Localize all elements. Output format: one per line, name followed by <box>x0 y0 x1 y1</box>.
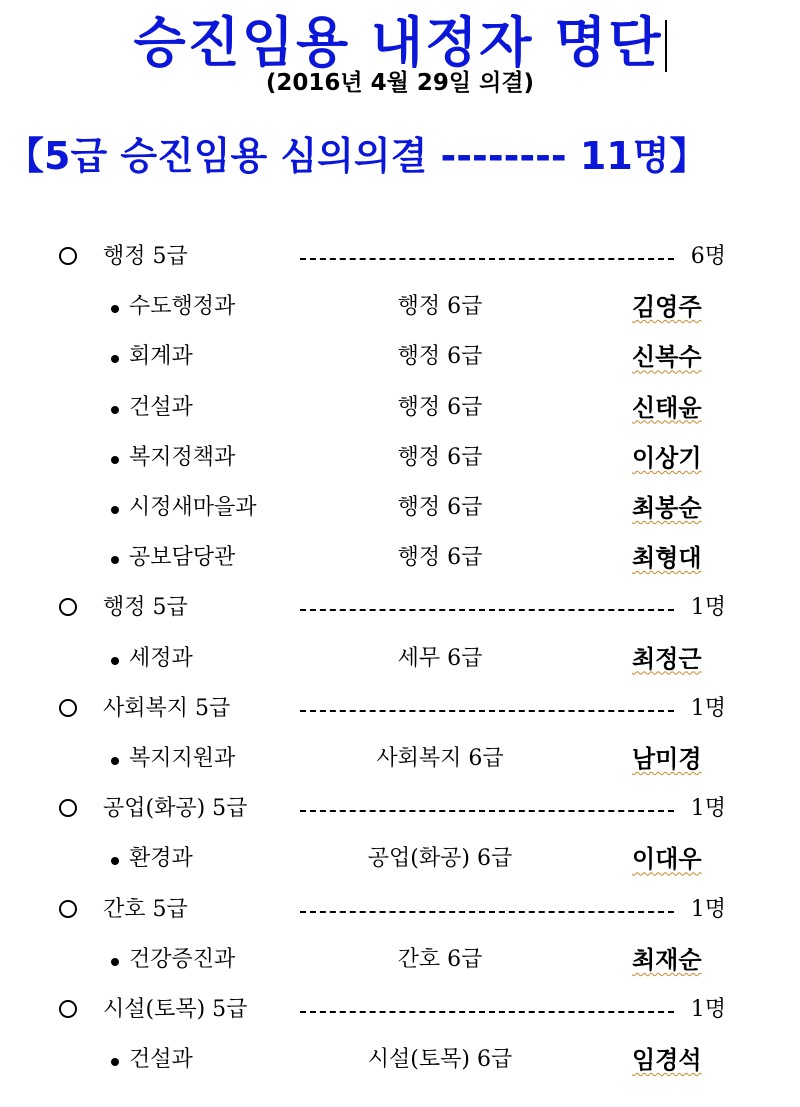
department: 세정과 <box>129 645 193 671</box>
category-count: 1명 <box>690 595 726 621</box>
dot-bullet-icon <box>111 657 119 665</box>
entry-row <box>0 1035 800 1085</box>
dashed-leader-line <box>300 710 674 712</box>
dashed-leader-line <box>300 911 674 913</box>
department: 회계과 <box>129 344 193 370</box>
current-grade: 행정 6급 <box>397 495 483 520</box>
category-count: 1명 <box>690 796 726 822</box>
circle-bullet-icon <box>59 900 77 918</box>
department: 복지정책과 <box>129 444 236 470</box>
category-row <box>0 784 800 834</box>
entry-row <box>0 332 800 382</box>
dot-bullet-icon <box>111 355 119 363</box>
department: 공보담당관 <box>129 545 236 571</box>
circle-bullet-icon <box>59 799 77 817</box>
person-name: 신태윤 <box>632 393 702 422</box>
current-grade: 행정 6급 <box>397 294 483 320</box>
current-grade: 행정 6급 <box>397 394 483 420</box>
current-grade: 세무 6급 <box>397 645 483 671</box>
current-grade: 시설(토목) 6급 <box>367 1047 513 1073</box>
dot-bullet-icon <box>111 757 119 765</box>
dot-bullet-icon <box>111 556 119 564</box>
dot-bullet-icon <box>111 857 119 865</box>
dot-bullet-icon <box>111 958 119 966</box>
circle-bullet-icon <box>59 247 77 265</box>
category-count: 6명 <box>690 244 726 269</box>
entry-row <box>0 433 800 483</box>
department: 수도행정과 <box>129 294 236 320</box>
category-row <box>0 583 800 633</box>
person-name: 남미경 <box>632 745 702 773</box>
category-row <box>0 985 800 1035</box>
dot-bullet-icon <box>111 305 119 313</box>
category-count: 1명 <box>690 997 726 1022</box>
section-heading: 【5급 승진임용 심의의결 -------- 11명】 <box>6 134 708 178</box>
current-grade: 행정 6급 <box>397 344 483 370</box>
category-count: 1명 <box>690 695 726 721</box>
person-name: 최재순 <box>632 945 702 974</box>
person-name: 최형대 <box>632 544 702 573</box>
page-subtitle: (2016년 4월 29일 의결) <box>265 70 535 96</box>
dot-bullet-icon <box>111 506 119 514</box>
person-name: 이대우 <box>632 845 702 874</box>
category-label: 간호 5급 <box>103 896 188 922</box>
text-cursor <box>665 20 667 72</box>
circle-bullet-icon <box>59 598 77 616</box>
category-row <box>0 684 800 734</box>
category-label: 공업(화공) 5급 <box>103 796 248 822</box>
person-name: 최봉순 <box>632 494 702 522</box>
page-title-text: 승진임용 내정자 명단 <box>133 11 663 74</box>
circle-bullet-icon <box>59 699 77 717</box>
department: 환경과 <box>129 846 193 872</box>
person-name: 최정근 <box>632 644 702 673</box>
dashed-leader-line <box>300 609 674 611</box>
person-name: 김영주 <box>632 293 702 322</box>
person-name: 신복수 <box>632 343 702 372</box>
entry-row <box>0 483 800 533</box>
dashed-leader-line <box>300 1011 674 1013</box>
current-grade: 행정 6급 <box>397 545 483 571</box>
entry-row <box>0 282 800 332</box>
dot-bullet-icon <box>111 456 119 464</box>
entry-row <box>0 634 800 684</box>
current-grade: 간호 6급 <box>397 946 483 972</box>
category-label: 행정 5급 <box>103 595 188 621</box>
entry-row <box>0 383 800 433</box>
dashed-leader-line <box>300 810 674 812</box>
category-row <box>0 232 800 282</box>
department: 시정새마을과 <box>129 495 257 520</box>
category-label: 시설(토목) 5급 <box>103 997 248 1022</box>
current-grade: 행정 6급 <box>397 444 483 470</box>
department: 건설과 <box>129 1047 193 1073</box>
entry-row <box>0 834 800 884</box>
current-grade: 공업(화공) 6급 <box>367 846 513 872</box>
department: 건설과 <box>129 394 193 420</box>
department: 건강증진과 <box>129 946 236 972</box>
current-grade: 사회복지 6급 <box>376 746 504 771</box>
entry-row <box>0 935 800 985</box>
circle-bullet-icon <box>59 1000 77 1018</box>
category-count: 1명 <box>690 896 726 922</box>
category-row <box>0 885 800 935</box>
department: 복지지원과 <box>129 746 236 771</box>
entry-row <box>0 734 800 784</box>
dot-bullet-icon <box>111 1058 119 1066</box>
dashed-leader-line <box>300 258 674 260</box>
person-name: 이상기 <box>632 443 702 472</box>
person-name: 임경석 <box>632 1046 702 1075</box>
page-title <box>0 10 800 76</box>
dot-bullet-icon <box>111 406 119 414</box>
category-label: 사회복지 5급 <box>103 695 231 721</box>
category-label: 행정 5급 <box>103 244 188 269</box>
entry-row <box>0 533 800 583</box>
